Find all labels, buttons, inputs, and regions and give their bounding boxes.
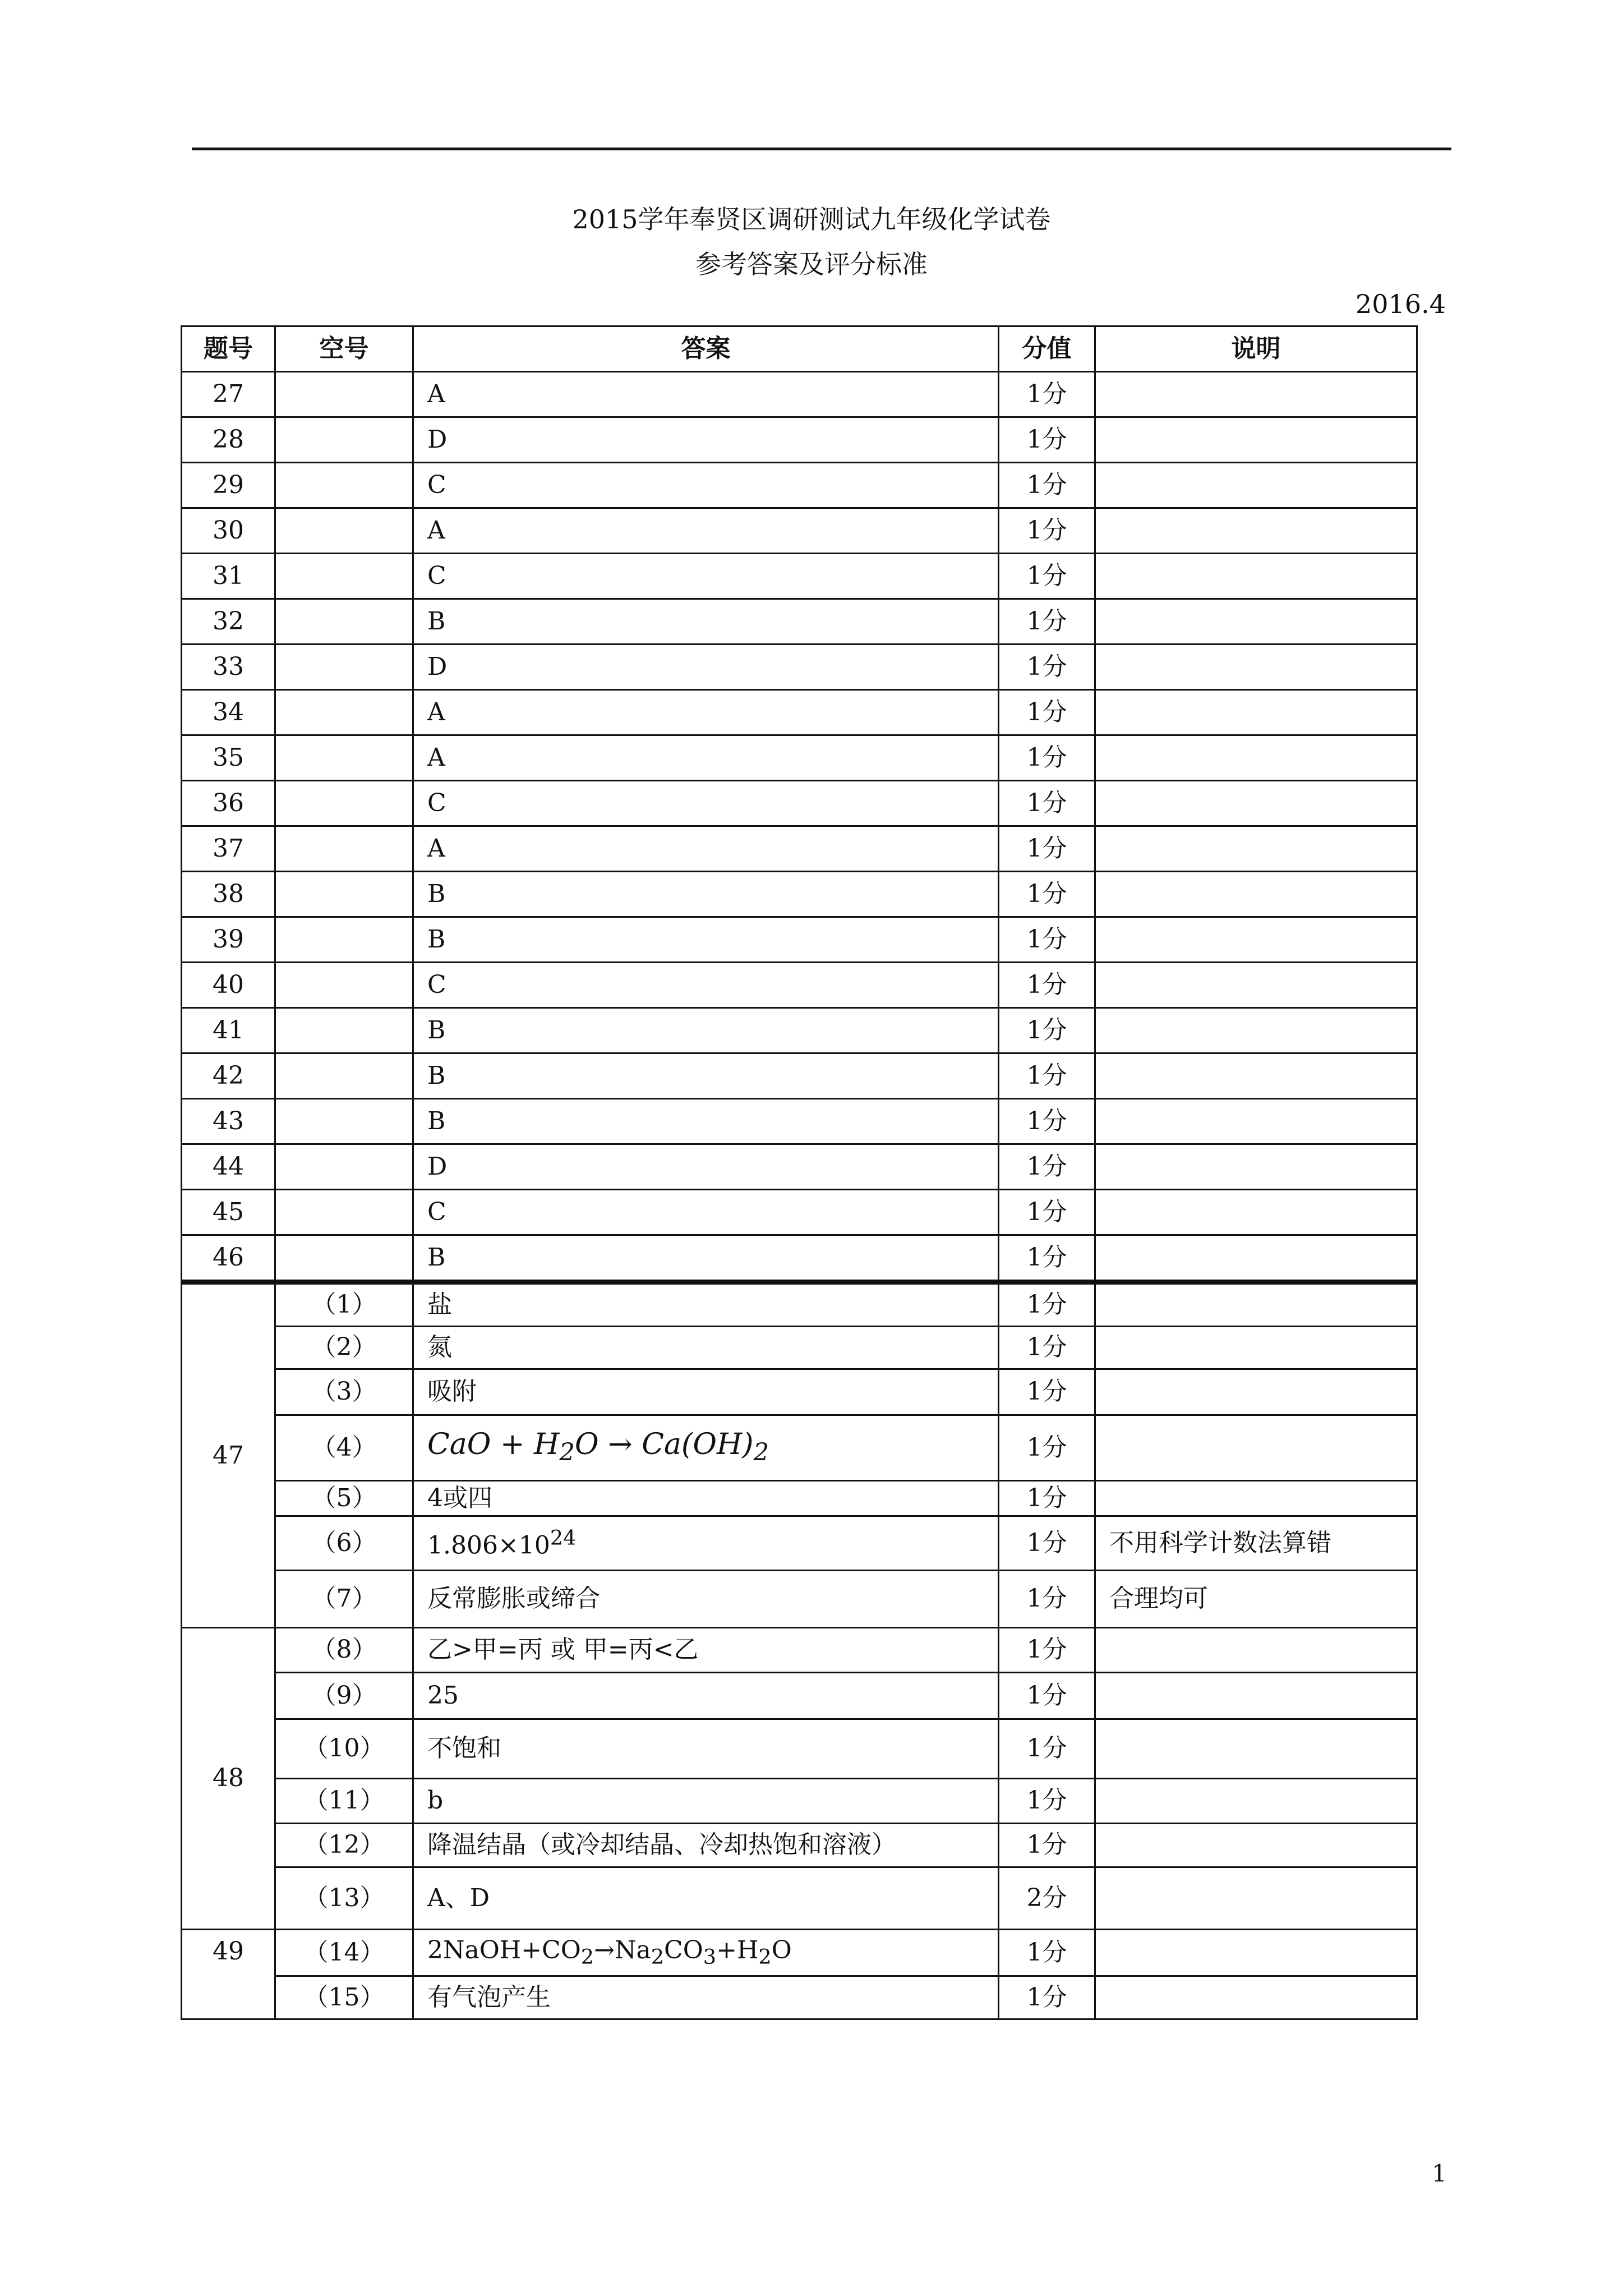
answer: B bbox=[413, 917, 999, 963]
answer: 反常膨胀或缔合 bbox=[413, 1571, 999, 1628]
answer: A bbox=[413, 826, 999, 872]
blank-number: （12） bbox=[275, 1824, 413, 1867]
blank-number bbox=[275, 917, 413, 963]
header-blank-number: 空号 bbox=[275, 326, 413, 372]
table-row bbox=[182, 1976, 1417, 2019]
answer-formula bbox=[413, 1415, 999, 1481]
table-row bbox=[182, 872, 1417, 917]
question-number: 46 bbox=[182, 1235, 275, 1282]
note bbox=[1095, 1719, 1417, 1779]
header-answer: 答案 bbox=[413, 326, 999, 372]
note bbox=[1095, 1053, 1417, 1099]
note bbox=[1095, 1008, 1417, 1053]
answer: 乙>甲=丙 或 甲=丙<乙 bbox=[413, 1628, 999, 1673]
answer: B bbox=[413, 1235, 999, 1282]
table-row bbox=[182, 463, 1417, 508]
score: 1分 bbox=[999, 372, 1095, 417]
blank-number: （10） bbox=[275, 1719, 413, 1779]
table-row bbox=[182, 1053, 1417, 1099]
blank-number: （8） bbox=[275, 1628, 413, 1673]
score: 1分 bbox=[999, 1144, 1095, 1190]
score: 1分 bbox=[999, 463, 1095, 508]
blank-number bbox=[275, 872, 413, 917]
answer: 4或四 bbox=[413, 1481, 999, 1516]
blank-number: （13） bbox=[275, 1867, 413, 1930]
note bbox=[1095, 781, 1417, 826]
score: 1分 bbox=[999, 1327, 1095, 1369]
score: 1分 bbox=[999, 1824, 1095, 1867]
table-row bbox=[182, 1008, 1417, 1053]
blank-number: （9） bbox=[275, 1673, 413, 1719]
note bbox=[1095, 1235, 1417, 1282]
equation-subscript: 2 bbox=[651, 1944, 665, 1969]
note bbox=[1095, 735, 1417, 781]
answer: A bbox=[413, 372, 999, 417]
blank-number: （4） bbox=[275, 1415, 413, 1481]
question-number: 43 bbox=[182, 1099, 275, 1144]
answer: 不饱和 bbox=[413, 1719, 999, 1779]
score: 1分 bbox=[999, 599, 1095, 645]
note bbox=[1095, 872, 1417, 917]
blank-number bbox=[275, 372, 413, 417]
answer: 吸附 bbox=[413, 1369, 999, 1415]
blank-number: （15） bbox=[275, 1976, 413, 2019]
note bbox=[1095, 554, 1417, 599]
score: 1分 bbox=[999, 1673, 1095, 1719]
note bbox=[1095, 1673, 1417, 1719]
chemical-equation bbox=[427, 1428, 769, 1467]
table-header-row bbox=[182, 326, 1417, 372]
table-row bbox=[182, 1824, 1417, 1867]
blank-number bbox=[275, 1190, 413, 1235]
score: 1分 bbox=[999, 1779, 1095, 1824]
question-number: 35 bbox=[182, 735, 275, 781]
score: 1分 bbox=[999, 963, 1095, 1008]
header-score: 分值 bbox=[999, 326, 1095, 372]
table-row bbox=[182, 1369, 1417, 1415]
table-row bbox=[182, 1628, 1417, 1673]
formula-part: CaO + H bbox=[427, 1428, 560, 1462]
score: 1分 bbox=[999, 1481, 1095, 1516]
answer: 有气泡产生 bbox=[413, 1976, 999, 2019]
answer: C bbox=[413, 463, 999, 508]
document-title: 2015学年奉贤区调研测试九年级化学试卷 bbox=[572, 204, 1051, 234]
answer: C bbox=[413, 963, 999, 1008]
equation-part: Na bbox=[614, 1935, 651, 1964]
blank-number bbox=[275, 781, 413, 826]
table-row bbox=[182, 690, 1417, 735]
blank-number bbox=[275, 1053, 413, 1099]
question-number: 27 bbox=[182, 372, 275, 417]
table-row bbox=[182, 1190, 1417, 1235]
table-row bbox=[182, 917, 1417, 963]
answer: B bbox=[413, 872, 999, 917]
note bbox=[1095, 645, 1417, 690]
answer: D bbox=[413, 645, 999, 690]
header-question-number: 题号 bbox=[182, 326, 275, 372]
note bbox=[1095, 1369, 1417, 1415]
score: 1分 bbox=[999, 645, 1095, 690]
equation-subscript: 3 bbox=[703, 1944, 717, 1969]
note bbox=[1095, 463, 1417, 508]
score: 1分 bbox=[999, 1719, 1095, 1779]
note bbox=[1095, 508, 1417, 554]
answer: 25 bbox=[413, 1673, 999, 1719]
score: 1分 bbox=[999, 1235, 1095, 1282]
blank-number bbox=[275, 508, 413, 554]
page-number: 1 bbox=[1432, 2160, 1447, 2187]
equation-part: O bbox=[771, 1935, 792, 1964]
score: 1分 bbox=[999, 735, 1095, 781]
table-row bbox=[182, 1779, 1417, 1824]
answer: B bbox=[413, 599, 999, 645]
answer: A bbox=[413, 508, 999, 554]
question-number: 30 bbox=[182, 508, 275, 554]
formula-part: O → Ca(OH) bbox=[574, 1428, 754, 1462]
note: 不用科学计数法算错 bbox=[1095, 1516, 1417, 1571]
question-number: 32 bbox=[182, 599, 275, 645]
equation-part: 2NaOH+CO bbox=[427, 1935, 581, 1964]
question-number: 40 bbox=[182, 963, 275, 1008]
note bbox=[1095, 1867, 1417, 1930]
blank-number bbox=[275, 554, 413, 599]
answer-table bbox=[181, 325, 1418, 2020]
table-row bbox=[182, 645, 1417, 690]
question-number: 33 bbox=[182, 645, 275, 690]
score: 2分 bbox=[999, 1867, 1095, 1930]
equation-subscript: 2 bbox=[580, 1944, 594, 1969]
blank-number: （2） bbox=[275, 1327, 413, 1369]
blank-number: （3） bbox=[275, 1369, 413, 1415]
answer: 降温结晶（或冷却结晶、冷却热饱和溶液） bbox=[413, 1824, 999, 1867]
answer-scientific bbox=[413, 1516, 999, 1571]
equation-part: +H bbox=[716, 1935, 759, 1964]
note bbox=[1095, 372, 1417, 417]
question-number: 39 bbox=[182, 917, 275, 963]
question-number: 38 bbox=[182, 872, 275, 917]
blank-number bbox=[275, 1099, 413, 1144]
question-number: 42 bbox=[182, 1053, 275, 1099]
answer: 1.806×10 bbox=[427, 1531, 550, 1560]
formula-subscript: 2 bbox=[559, 1438, 575, 1467]
score: 1分 bbox=[999, 872, 1095, 917]
note bbox=[1095, 1190, 1417, 1235]
table-row bbox=[182, 1571, 1417, 1628]
note bbox=[1095, 1144, 1417, 1190]
note bbox=[1095, 1415, 1417, 1481]
blank-number bbox=[275, 463, 413, 508]
question-number: 45 bbox=[182, 1190, 275, 1235]
answer: A、D bbox=[413, 1867, 999, 1930]
blank-number bbox=[275, 690, 413, 735]
table-row bbox=[182, 417, 1417, 463]
question-number: 48 bbox=[182, 1628, 275, 1930]
score: 1分 bbox=[999, 1008, 1095, 1053]
equation-subscript: 2 bbox=[758, 1944, 772, 1969]
score: 1分 bbox=[999, 1282, 1095, 1327]
note bbox=[1095, 690, 1417, 735]
blank-number: （6） bbox=[275, 1516, 413, 1571]
answer: D bbox=[413, 417, 999, 463]
note bbox=[1095, 1282, 1417, 1327]
blank-number bbox=[275, 1235, 413, 1282]
table-row bbox=[182, 1415, 1417, 1481]
score: 1分 bbox=[999, 1571, 1095, 1628]
blank-number: （7） bbox=[275, 1571, 413, 1628]
answer: A bbox=[413, 735, 999, 781]
table-row bbox=[182, 781, 1417, 826]
score: 1分 bbox=[999, 1516, 1095, 1571]
answer: C bbox=[413, 1190, 999, 1235]
score: 1分 bbox=[999, 417, 1095, 463]
table-row bbox=[182, 1099, 1417, 1144]
note bbox=[1095, 1327, 1417, 1369]
document-subtitle: 参考答案及评分标准 bbox=[695, 249, 928, 279]
note bbox=[1095, 599, 1417, 645]
question-number: 41 bbox=[182, 1008, 275, 1053]
table-row bbox=[182, 1235, 1417, 1282]
note bbox=[1095, 826, 1417, 872]
note bbox=[1095, 1779, 1417, 1824]
document-date: 2016.4 bbox=[1355, 289, 1446, 319]
answer: B bbox=[413, 1099, 999, 1144]
question-number: 44 bbox=[182, 1144, 275, 1190]
score: 1分 bbox=[999, 554, 1095, 599]
table-row bbox=[182, 1867, 1417, 1930]
score: 1分 bbox=[999, 917, 1095, 963]
score: 1分 bbox=[999, 1369, 1095, 1415]
note bbox=[1095, 417, 1417, 463]
blank-number: （11） bbox=[275, 1779, 413, 1824]
table-row bbox=[182, 508, 1417, 554]
formula-subscript: 2 bbox=[753, 1438, 769, 1467]
answer: 氮 bbox=[413, 1327, 999, 1369]
blank-number bbox=[275, 1008, 413, 1053]
table-row bbox=[182, 1481, 1417, 1516]
score: 1分 bbox=[999, 1415, 1095, 1481]
note bbox=[1095, 1481, 1417, 1516]
blank-number bbox=[275, 963, 413, 1008]
table-row bbox=[182, 963, 1417, 1008]
score: 1分 bbox=[999, 690, 1095, 735]
table-row bbox=[182, 1516, 1417, 1571]
note bbox=[1095, 1976, 1417, 2019]
table-row bbox=[182, 599, 1417, 645]
table-row bbox=[182, 826, 1417, 872]
question-number: 36 bbox=[182, 781, 275, 826]
answer: D bbox=[413, 1144, 999, 1190]
table-row bbox=[182, 1930, 1417, 1976]
question-number: 28 bbox=[182, 417, 275, 463]
score: 1分 bbox=[999, 508, 1095, 554]
note bbox=[1095, 1824, 1417, 1867]
score: 1分 bbox=[999, 1190, 1095, 1235]
blank-number bbox=[275, 735, 413, 781]
blank-number bbox=[275, 1144, 413, 1190]
equation-part: CO bbox=[664, 1935, 703, 1964]
table-row bbox=[182, 1673, 1417, 1719]
answer: C bbox=[413, 554, 999, 599]
note bbox=[1095, 1930, 1417, 1976]
blank-number: （14） bbox=[275, 1930, 413, 1976]
answer: B bbox=[413, 1053, 999, 1099]
question-number: 37 bbox=[182, 826, 275, 872]
score: 1分 bbox=[999, 1976, 1095, 2019]
blank-number: （1） bbox=[275, 1282, 413, 1327]
reaction-arrow: → bbox=[594, 1935, 615, 1964]
table-row bbox=[182, 735, 1417, 781]
score: 1分 bbox=[999, 826, 1095, 872]
table-row bbox=[182, 1282, 1417, 1327]
table-row bbox=[182, 1144, 1417, 1190]
note bbox=[1095, 963, 1417, 1008]
answer: C bbox=[413, 781, 999, 826]
exponent: 24 bbox=[550, 1525, 577, 1550]
table-row bbox=[182, 554, 1417, 599]
note: 合理均可 bbox=[1095, 1571, 1417, 1628]
blank-number bbox=[275, 645, 413, 690]
table-row bbox=[182, 1327, 1417, 1369]
score: 1分 bbox=[999, 1628, 1095, 1673]
note bbox=[1095, 1099, 1417, 1144]
question-number: 29 bbox=[182, 463, 275, 508]
blank-number: （5） bbox=[275, 1481, 413, 1516]
note bbox=[1095, 917, 1417, 963]
score: 1分 bbox=[999, 1053, 1095, 1099]
table-row bbox=[182, 372, 1417, 417]
score: 1分 bbox=[999, 1099, 1095, 1144]
answer: 盐 bbox=[413, 1282, 999, 1327]
score: 1分 bbox=[999, 781, 1095, 826]
answer: b bbox=[413, 1779, 999, 1824]
question-number: 47 bbox=[182, 1282, 275, 1628]
blank-number bbox=[275, 599, 413, 645]
answer: A bbox=[413, 690, 999, 735]
answer: B bbox=[413, 1008, 999, 1053]
note bbox=[1095, 1628, 1417, 1673]
answer-equation bbox=[413, 1930, 999, 1976]
score: 1分 bbox=[999, 1930, 1095, 1976]
blank-number bbox=[275, 826, 413, 872]
table-row bbox=[182, 1719, 1417, 1779]
blank-number bbox=[275, 417, 413, 463]
question-number: 31 bbox=[182, 554, 275, 599]
header-note: 说明 bbox=[1095, 326, 1417, 372]
question-number: 34 bbox=[182, 690, 275, 735]
question-number: 49 bbox=[182, 1930, 275, 2019]
header-rule bbox=[192, 148, 1451, 150]
